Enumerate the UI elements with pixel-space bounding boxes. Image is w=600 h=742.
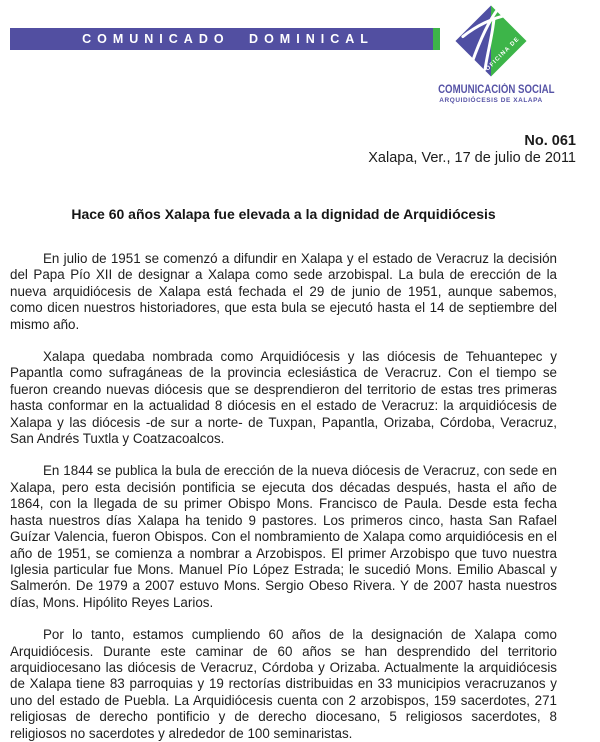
banner bbox=[10, 28, 440, 50]
dateline: Xalapa, Ver., 17 de julio de 2011 bbox=[368, 149, 576, 166]
banner-title: COMUNICADO DOMINICAL bbox=[82, 32, 374, 46]
paragraph-2: Xalapa quedaba nombrada como Arquidiócesis y las diócesis de Tehuantepec y Papantla como sufragáneas de la provincia eclesiástica de Veracruz. Con el tiempo se fueron creando nuevas diócesis que se desprendieron del territorio de estas tres primeras hasta conformar en la actualidad 8 diócesis en el estado de Veracruz: la arquidiócesis de Xalapa y las diócesis -de sur a norte- de Tuxpan, Papantla, Orizaba, Córdoba, Veracruz, San Andrés Tuxtla y Coatzacoalcos. bbox=[10, 349, 557, 447]
paragraph-1: En julio de 1951 se comenzó a difundir en Xalapa y el estado de Veracruz la decisión del Papa Pío XII de designar a Xalapa como sede arzobispal. La bula de erección de la nueva arquidiócesis de Xalapa está fechada el 29 de junio de 1951, aunque sabemos, como dicen nuestros historiadores, que esta bula se ejecutó hasta el 14 de septiembre del mismo año. bbox=[10, 251, 557, 332]
document-body bbox=[0, 251, 600, 742]
paragraph-3: En 1844 se publica la bula de erección de la nueva diócesis de Veracruz, con sede en Xalapa, pero esta decisión pontificia se ejecuta dos décadas después, hasta el año de 1864, con la llegada de su primer Obispo Mons. Francisco de Paula. Desde esta fecha hasta nuestros días Xalapa ha tenido 9 pastores. Los primeros cinco, hasta San Rafael Guízar Valencia, fueron Obispos. Con el nombramiento de Xalapa como arquidiócesis en el año de 1951, se comienza a nombrar a Arzobispos. El primer Arzobispo que tuvo nuestra Iglesia particular fue Mons. Manuel Pío López Estrada; le sucedió Mons. Emilio Abascal y Salmerón. De 1979 a 2007 estuvo Mons. Sergio Obeso Rivera. Y de 2007 hasta nuestros días, Mons. Hipólito Reyes Larios. bbox=[10, 463, 557, 610]
logo-arc-text: OFICINA DE bbox=[484, 36, 522, 73]
org-name-line2: ARQUIDIÓCESIS DE XALAPA bbox=[439, 97, 543, 104]
communique-number: No. 061 bbox=[524, 133, 576, 149]
header bbox=[0, 0, 600, 118]
document-meta bbox=[0, 133, 600, 166]
org-name-line1: COMUNICACIÓN SOCIAL bbox=[438, 84, 555, 96]
document-title: Hace 60 años Xalapa fue elevada a la dignidad de Arquidiócesis bbox=[71, 206, 496, 222]
paragraph-4: Por lo tanto, estamos cumpliendo 60 años de la designación de Xalapa como Arquidiócesis. Durante este caminar de 60 años se han desprendido del territorio arquidiocesano las diócesis de Veracruz, Córdoba y Orizaba. Actualmente la arquidiócesis de Xalapa tiene 83 parroquias y 19 rectorías distribuidas en 33 municipios veracruzanos y uno del estado de Puebla. La Arquidiócesis cuenta con 2 arzobispos, 159 sacerdotes, 271 religiosas de derecho pontificio y de derecho diocesano, 5 religiosos sacerdotes, 8 religiosos no sacerdotes y alrededor de 100 seminaristas. bbox=[10, 627, 557, 741]
archdiocese-logo-icon bbox=[453, 4, 529, 78]
logo-block bbox=[428, 4, 554, 104]
